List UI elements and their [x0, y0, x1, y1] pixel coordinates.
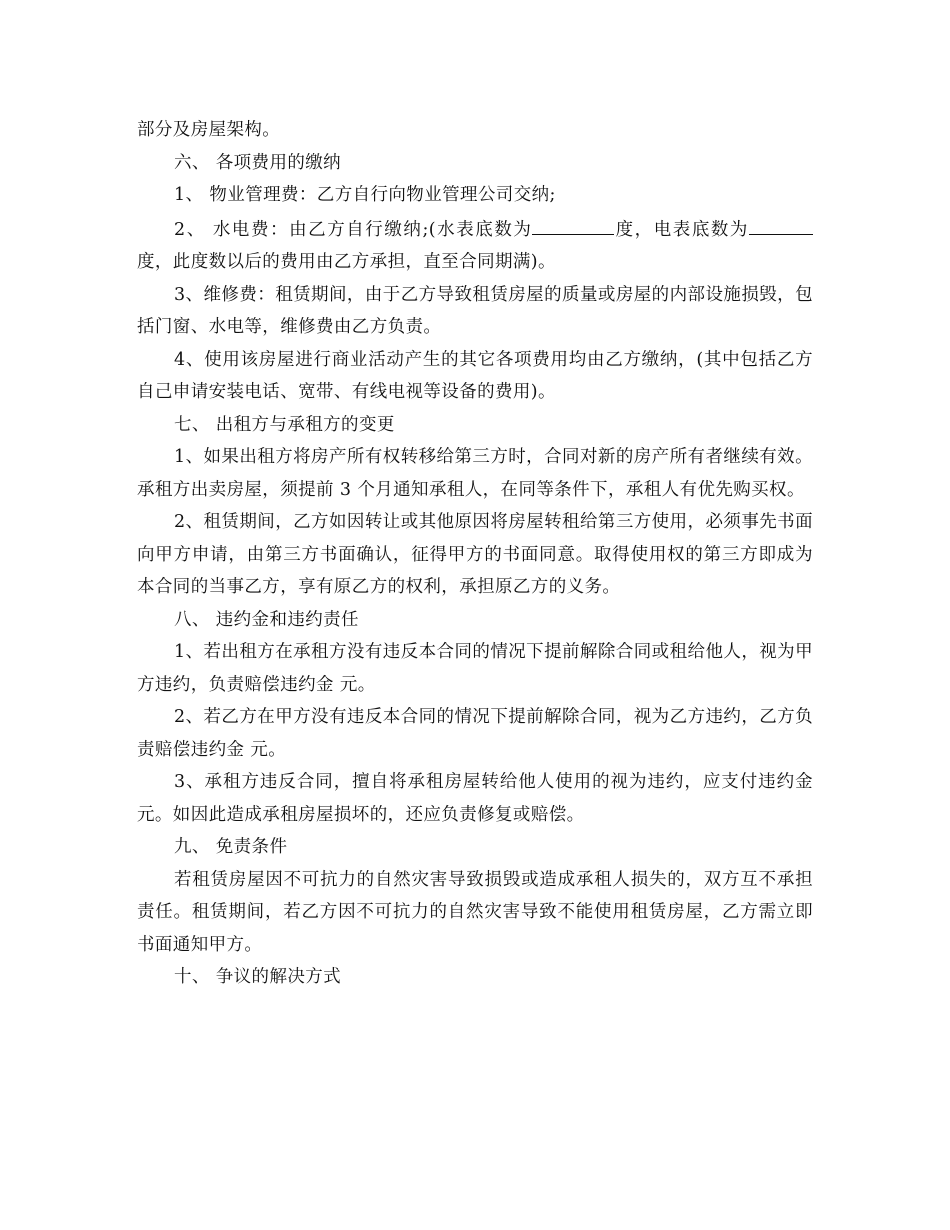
clause-utility-text-c: 度，此度数以后的费用由乙方承担，直至合同期满)。 [137, 252, 556, 272]
clause-utility-text-b: 度，电表底数为 [614, 219, 749, 240]
clause-property-fee: 1、 物业管理费：乙方自行向物业管理公司交纳; [174, 185, 556, 205]
clause-lessee-breach: 2、若乙方在甲方没有违反本合同的情况下提前解除合同，视为乙方违约，乙方负责赔偿违约金 元。 [137, 707, 813, 760]
clause-force-majeure: 若租赁房屋因不可抗力的自然灾害导致损毁或造成承租人损失的，双方互不承担责任。租赁期间，若乙方因不可抗力的自然灾害导致不能使用租赁房屋，乙方需立即书面通知甲方。 [137, 869, 813, 955]
clause-other-fees: 4、使用该房屋进行商业活动产生的其它各项费用均由乙方缴纳，(其中包括乙方自己申请安装电话、宽带、有线电视等设备的费用)。 [137, 349, 813, 402]
paragraph-continuation: 部分及房屋架构。 [137, 120, 281, 140]
section-heading-dispute: 十、 争议的解决方式 [174, 967, 342, 987]
clause-sublease: 2、租赁期间，乙方如因转让或其他原因将房屋转租给第三方使用，必须事先书面向甲方申请，由第三方书面确认，征得甲方的书面同意。取得使用权的第三方即成为本合同的当事乙方，享有原乙方的权利，承担原乙方的义务。 [137, 512, 813, 597]
clause-utility-text-a: 2、 水电费：由乙方自行缴纳;(水表底数为 [174, 219, 533, 240]
section-heading-exemption: 九、 免责条件 [174, 837, 288, 857]
clause-maintenance-fee: 3、维修费：租赁期间，由于乙方导致租赁房屋的质量或房屋的内部设施损毁，包括门窗、水电等，维修费由乙方负责。 [137, 284, 813, 337]
clause-utility-fee [137, 212, 813, 279]
clause-unauthorized-transfer: 3、承租方违反合同，擅自将承租房屋转给他人使用的视为违约，应支付违约金 元。如因此造成承租房屋损坏的，还应负责修复或赔偿。 [137, 772, 813, 825]
document-body [137, 114, 813, 994]
clause-lessor-breach: 1、若出租方在承租方没有违反本合同的情况下提前解除合同或租给他人，视为甲方违约，负责赔偿违约金 元。 [137, 642, 813, 695]
clause-ownership-transfer: 1、如果出租方将房产所有权转移给第三方时，合同对新的房产所有者继续有效。承租方出卖房屋，须提前 3 个月通知承租人，在同等条件下，承租人有优先购买权。 [137, 447, 813, 500]
section-heading-penalty: 八、 违约金和违约责任 [174, 609, 359, 630]
section-heading-changes: 七、 出租方与承租方的变更 [174, 414, 395, 435]
water-meter-blank[interactable] [532, 212, 614, 235]
section-heading-fees: 六、 各项费用的缴纳 [174, 152, 342, 173]
electric-meter-blank[interactable] [749, 212, 813, 235]
